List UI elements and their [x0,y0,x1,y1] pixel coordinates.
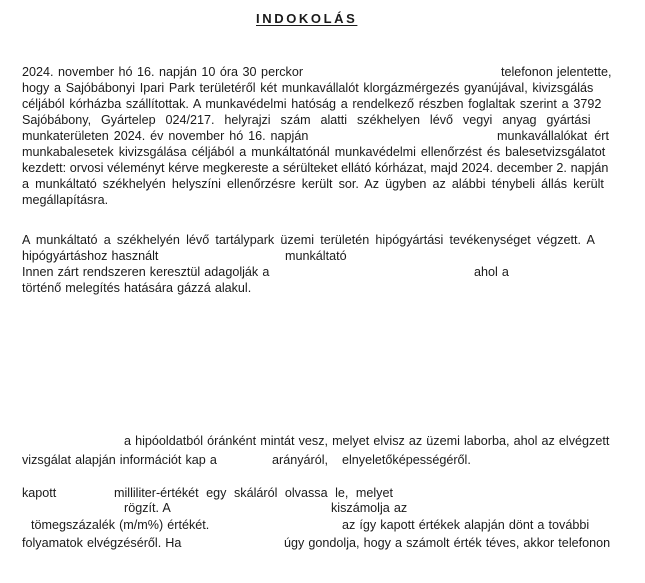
text-line: munkabalesetek kivizsgálása céljából a munkáltatónál munkavédelmi ellenőrzést és balesetvizsgálatot [22,145,606,159]
text-line: úgy gondolja, hogy a számolt érték téves, akkor telefonon [284,536,611,550]
text-line: kezdett: orvosi véleményt kérve megkereste a sérülteket ellátó kórházat, majd 2024. december 2. napján [22,161,609,175]
text-line: Innen zárt rendszeren keresztül adagolják a [22,265,270,279]
text-line: A munkáltató a székhelyén lévő tartálypark üzemi területén hipógyártási tevékenységet végzett. A [22,233,595,247]
text-line: a hipóoldatból óránként mintát vesz, melyet elvisz az üzemi laborba, ahol az elvégzett [124,434,610,448]
text-line: vizsgálat alapján információt kap a [22,453,217,467]
text-line: a munkáltató székhelyén helyszíni ellenőrzésre került sor. Az ügyben az alábbi ténybeli állás került [22,177,604,191]
text-line: munkavállalókat ért [497,129,609,143]
text-line: munkaterületen 2024. év november hó 16. napján [22,129,309,143]
text-line: kiszámolja az [331,501,408,515]
text-line: ahol a [474,265,509,279]
text-line: céljából kórházba szállítottak. A munkavédelmi hatóság a rendelkező részben foglaltak szerint a 3792 [22,97,602,111]
text-line: kapott [22,486,57,500]
text-line: folyamatok elvégzéséről. Ha [22,536,182,550]
text-line: munkáltató [285,249,347,263]
document-title: INDOKOLÁS [256,11,358,26]
text-line: az így kapott értékek alapján dönt a további [342,518,590,532]
text-line: elnyeletőképességéről. [342,453,471,467]
text-line: 2024. november hó 16. napján 10 óra 30 perckor [22,65,304,79]
text-line: Sajóbábony, Gyártelep 024/217. helyrajzi szám alatti székhelyen lévő vegyi anyag gyártási [22,113,591,127]
text-line: milliliter-értékét egy skáláról olvassa le, melyet [114,486,393,500]
text-line: hogy a Sajóbábonyi Ipari Park területéről két munkavállalót klorgázmérgezés gyanújával, kivizsgálás [22,81,594,95]
text-line: arányáról, [272,453,329,467]
text-line: hipógyártáshoz használt [22,249,159,263]
text-line: megállapításra. [22,193,109,207]
text-line: történő melegítés hatására gázzá alakul. [22,281,252,295]
text-line: rögzít. A [124,501,171,515]
text-line: tömegszázalék (m/m%) értékét. [31,518,210,532]
text-line: telefonon jelentette, [501,65,612,79]
